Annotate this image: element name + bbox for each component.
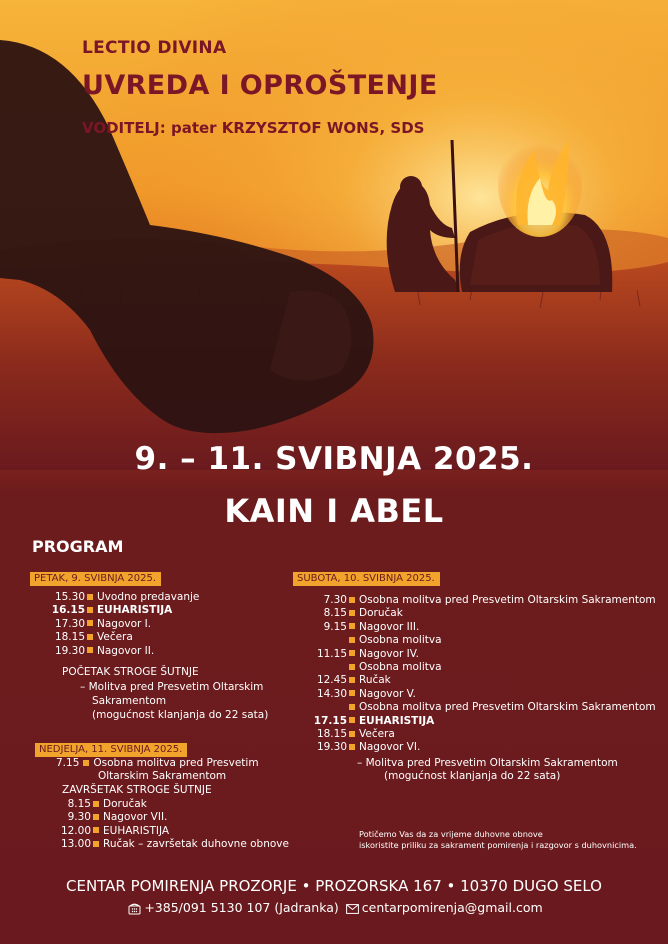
bullet-square — [87, 594, 93, 600]
bullet-square — [349, 690, 355, 696]
friday-adoration-line3: (mogućnost klanjanja do 22 sata) — [92, 709, 269, 721]
schedule-time: 12.00 — [60, 824, 91, 837]
schedule-time: 13.00 — [60, 838, 91, 851]
bullet-square — [349, 610, 355, 616]
bullet-square — [87, 647, 93, 653]
schedule-activity: EUHARISTIJA — [359, 714, 435, 727]
sunday-first-item — [56, 757, 259, 770]
footer-contact — [0, 900, 668, 915]
bullet-square — [349, 744, 355, 750]
schedule-time: 11.15 — [316, 647, 347, 660]
schedule-activity: Osobna molitva pred Presvetim Oltarskim Sakramentom — [359, 701, 656, 714]
saturday-item — [300, 715, 656, 728]
schedule-time: 17.15 — [313, 714, 347, 727]
schedule-activity: Doručak — [103, 798, 147, 810]
bullet-square — [87, 634, 93, 640]
friday-item — [44, 591, 199, 604]
schedule-activity: Večera — [97, 631, 133, 644]
saturday-item — [300, 688, 656, 701]
schedule-activity: Nagovor VII. — [103, 811, 168, 824]
friday-item — [44, 618, 199, 631]
event-dates: 9. – 11. SVIBNJA 2025. — [134, 441, 534, 477]
schedule-time: 14.30 — [316, 687, 347, 700]
bullet-square — [349, 717, 355, 723]
schedule-activity: Nagovor IV. — [359, 647, 419, 660]
saturday-item — [300, 701, 656, 714]
friday-schedule — [44, 591, 199, 658]
bullet-square — [349, 650, 355, 656]
saturday-item — [300, 621, 656, 634]
schedule-time: 18.15 — [316, 728, 347, 741]
schedule-activity: Doručak — [359, 607, 403, 620]
schedule-activity: EUHARISTIJA — [103, 824, 170, 837]
program-heading: PROGRAM — [32, 537, 124, 556]
sunday-item — [40, 798, 289, 811]
schedule-activity: Ručak – završetak duhovne obnove — [103, 838, 289, 851]
schedule-time: 12.45 — [316, 674, 347, 687]
invitation-note — [359, 829, 637, 851]
schedule-time: 8.15 — [323, 607, 347, 620]
envelope-icon — [346, 904, 359, 914]
friday-adoration-line1: – Molitva pred Presvetim Oltarskim — [80, 681, 264, 693]
schedule-activity: Nagovor II. — [97, 644, 155, 657]
schedule-time: 15.30 — [54, 591, 85, 603]
leader-line: VODITELJ: pater KRZYSZTOF WONS, SDS — [82, 119, 425, 137]
schedule-time: 9.30 — [67, 811, 91, 824]
schedule-time: 18.15 — [54, 631, 85, 644]
saturday-item — [300, 594, 656, 607]
invitation-line1: Potičemo Vas da za vrijeme duhovne obnove — [359, 829, 543, 839]
schedule-activity: Uvodno predavanje — [97, 591, 200, 603]
sunday-first-time: 7.15 — [56, 757, 80, 769]
sunday-item — [40, 811, 289, 824]
saturday-item — [300, 661, 656, 674]
schedule-time: 16.15 — [51, 604, 85, 617]
saturday-schedule — [300, 594, 656, 755]
schedule-activity: Nagovor I. — [97, 617, 152, 630]
bullet-square — [93, 841, 99, 847]
friday-adoration-line2: Sakramentom — [92, 695, 167, 707]
schedule-activity: Osobna molitva — [359, 661, 442, 674]
schedule-activity: Nagovor III. — [359, 620, 420, 633]
sunday-schedule — [40, 798, 289, 852]
saturday-item — [300, 607, 656, 620]
saturday-adoration-line1: – Molitva pred Presvetim Oltarskim Sakramentom — [357, 757, 618, 769]
schedule-activity: Osobna molitva — [359, 634, 442, 647]
schedule-activity: Nagovor V. — [359, 687, 416, 700]
bullet-square — [349, 623, 355, 629]
saturday-item — [300, 741, 656, 754]
sunday-silence-end: ZAVRŠETAK STROGE ŠUTNJE — [62, 784, 212, 796]
bullet-square — [93, 827, 99, 833]
schedule-activity: Ručak — [359, 674, 391, 687]
schedule-activity: Večera — [359, 728, 395, 741]
bullet-square — [93, 801, 99, 807]
phone-icon — [128, 903, 141, 915]
bullet-square — [349, 637, 355, 643]
sunday-item — [40, 825, 289, 838]
bullet-square — [87, 620, 93, 626]
sunday-item — [40, 838, 289, 851]
schedule-activity: Nagovor VI. — [359, 741, 421, 754]
bullet-square — [349, 664, 355, 670]
footer-address: CENTAR POMIRENJA PROZORJE • PROZORSKA 167 • 10370 DUGO SELO — [66, 877, 602, 895]
schedule-activity: Osobna molitva pred Presvetim Oltarskim Sakramentom — [359, 594, 656, 606]
bullet-square — [87, 607, 93, 613]
sunday-first-line2: Oltarskim Sakramentom — [98, 770, 227, 782]
bullet-square — [349, 704, 355, 710]
schedule-activity: EUHARISTIJA — [97, 604, 173, 617]
invitation-line2: iskoristite priliku za sakrament pomirenja i razgovor s duhovnicima. — [359, 840, 637, 850]
footer-phone: +385/091 5130 107 (Jadranka) — [144, 900, 339, 915]
saturday-item — [300, 634, 656, 647]
saturday-item — [300, 648, 656, 661]
bullet-square — [349, 597, 355, 603]
event-title: UVREDA I OPROŠTENJE — [82, 70, 438, 101]
schedule-time: 8.15 — [67, 798, 91, 810]
friday-item — [44, 604, 199, 617]
event-theme: KAIN I ABEL — [224, 492, 444, 530]
saturday-label: SUBOTA, 10. SVIBNJA 2025. — [293, 572, 440, 586]
friday-item — [44, 631, 199, 644]
sunday-label: NEDJELJA, 11. SVIBNJA 2025. — [35, 743, 187, 757]
schedule-time: 17.30 — [54, 617, 85, 630]
bullet-square — [349, 677, 355, 683]
bullet-square — [93, 814, 99, 820]
saturday-item — [300, 674, 656, 687]
schedule-time: 9.15 — [323, 620, 347, 633]
schedule-time: 7.30 — [323, 594, 347, 606]
friday-label: PETAK, 9. SVIBNJA 2025. — [30, 572, 161, 586]
series-title: LECTIO DIVINA — [82, 38, 227, 58]
sunday-first-line1: Osobna molitva pred Presvetim — [93, 757, 259, 769]
saturday-adoration-line2: (mogućnost klanjanja do 22 sata) — [384, 770, 561, 782]
friday-item — [44, 645, 199, 658]
friday-silence-start: POČETAK STROGE ŠUTNJE — [62, 666, 199, 678]
schedule-time: 19.30 — [54, 644, 85, 657]
footer-email: centarpomirenja@gmail.com — [361, 900, 543, 915]
saturday-item — [300, 728, 656, 741]
schedule-time: 19.30 — [316, 741, 347, 754]
bullet-square — [349, 731, 355, 737]
bullet-square — [83, 760, 89, 766]
